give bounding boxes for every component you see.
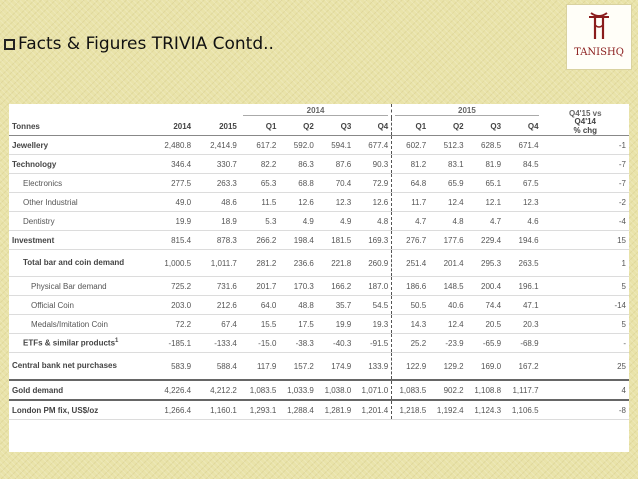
table-cell: 81.9 bbox=[467, 155, 504, 174]
row-label: Other Industrial bbox=[9, 193, 146, 212]
table-cell: 19.9 bbox=[146, 212, 194, 231]
table-cell: 64.8 bbox=[392, 174, 429, 193]
header-row-columns bbox=[9, 118, 629, 136]
table-cell: 221.8 bbox=[317, 250, 354, 277]
table-cell: 1,117.7 bbox=[504, 380, 541, 400]
table-row bbox=[9, 231, 629, 250]
table-cell: 346.4 bbox=[146, 155, 194, 174]
column-header: Q2 bbox=[429, 118, 466, 136]
table-cell: 72.2 bbox=[146, 315, 194, 334]
table-cell: 1,160.1 bbox=[194, 400, 240, 420]
table-cell: 263.5 bbox=[504, 250, 541, 277]
table-cell: 19.9 bbox=[317, 315, 354, 334]
table-cell: -185.1 bbox=[146, 334, 194, 353]
table-cell: 592.0 bbox=[279, 136, 316, 155]
table-cell: 4.6 bbox=[504, 212, 541, 231]
slide-title bbox=[4, 34, 274, 54]
table-cell: 65.3 bbox=[240, 174, 280, 193]
table-cell: -23.9 bbox=[429, 334, 466, 353]
table-cell: 236.6 bbox=[279, 250, 316, 277]
table-cell: -40.3 bbox=[317, 334, 354, 353]
table-row bbox=[9, 250, 629, 277]
table-cell: 48.6 bbox=[194, 193, 240, 212]
change-header-line1: Q4'15 vs bbox=[568, 109, 602, 118]
table-cell: 201.4 bbox=[429, 250, 466, 277]
table-row bbox=[9, 193, 629, 212]
table-cell: 1,288.4 bbox=[279, 400, 316, 420]
table-cell: 19.3 bbox=[354, 315, 391, 334]
column-header: 2014 bbox=[146, 118, 194, 136]
table-cell: -91.5 bbox=[354, 334, 391, 353]
table-cell: 196.1 bbox=[504, 277, 541, 296]
table-cell: 170.3 bbox=[279, 277, 316, 296]
table-cell: 186.6 bbox=[392, 277, 429, 296]
table-cell: -15.0 bbox=[240, 334, 280, 353]
table-cell: 671.4 bbox=[504, 136, 541, 155]
table-cell: 281.2 bbox=[240, 250, 280, 277]
column-header: Q4 bbox=[354, 118, 391, 136]
table-cell: 48.8 bbox=[279, 296, 316, 315]
table-cell: 64.0 bbox=[240, 296, 280, 315]
table-cell: 815.4 bbox=[146, 231, 194, 250]
table-cell: 65.9 bbox=[429, 174, 466, 193]
table-cell: -2 bbox=[542, 193, 629, 212]
table-cell: 263.3 bbox=[194, 174, 240, 193]
table-cell: 677.4 bbox=[354, 136, 391, 155]
column-header: Q2 bbox=[279, 118, 316, 136]
table-cell: 54.5 bbox=[354, 296, 391, 315]
table-cell: 1,266.4 bbox=[146, 400, 194, 420]
table-cell: 35.7 bbox=[317, 296, 354, 315]
table-cell: 2,414.9 bbox=[194, 136, 240, 155]
table-cell: 512.3 bbox=[429, 136, 466, 155]
table-row bbox=[9, 136, 629, 155]
table-cell: -8 bbox=[542, 400, 629, 420]
table-cell: 1,106.5 bbox=[504, 400, 541, 420]
table-cell: 602.7 bbox=[392, 136, 429, 155]
table-cell: 50.5 bbox=[392, 296, 429, 315]
table-cell: 194.6 bbox=[504, 231, 541, 250]
table-cell: 174.9 bbox=[317, 353, 354, 381]
table-cell: 4 bbox=[542, 380, 629, 400]
table-cell: 4.8 bbox=[354, 212, 391, 231]
table-cell: -14 bbox=[542, 296, 629, 315]
footnote-marker: 1 bbox=[115, 338, 119, 345]
table-cell: -38.3 bbox=[279, 334, 316, 353]
table-cell: 1,083.5 bbox=[392, 380, 429, 400]
column-header: Q3 bbox=[317, 118, 354, 136]
table-cell: 74.4 bbox=[467, 296, 504, 315]
table-cell: 878.3 bbox=[194, 231, 240, 250]
table-cell: 82.2 bbox=[240, 155, 280, 174]
table-cell: 1,011.7 bbox=[194, 250, 240, 277]
table-cell: 5 bbox=[542, 277, 629, 296]
table-cell: 260.9 bbox=[354, 250, 391, 277]
table-cell: -7 bbox=[542, 174, 629, 193]
year-group-2014: 2014 bbox=[243, 106, 388, 116]
table-cell: 67.5 bbox=[504, 174, 541, 193]
table-cell: 1,201.4 bbox=[354, 400, 391, 420]
table-cell: 1,218.5 bbox=[392, 400, 429, 420]
table-cell: 65.1 bbox=[467, 174, 504, 193]
table-cell: 5.3 bbox=[240, 212, 280, 231]
table-cell: 617.2 bbox=[240, 136, 280, 155]
table-cell: 1,192.4 bbox=[429, 400, 466, 420]
table-cell: 1,281.9 bbox=[317, 400, 354, 420]
header-row-years bbox=[9, 104, 629, 118]
table-cell: 1 bbox=[542, 250, 629, 277]
table-cell: 20.5 bbox=[467, 315, 504, 334]
table-cell: -4 bbox=[542, 212, 629, 231]
table-cell: 12.4 bbox=[429, 315, 466, 334]
table-cell: 187.0 bbox=[354, 277, 391, 296]
table-cell: 166.2 bbox=[317, 277, 354, 296]
table-cell: 117.9 bbox=[240, 353, 280, 381]
row-label: Medals/Imitation Coin bbox=[9, 315, 146, 334]
table-cell: 4,226.4 bbox=[146, 380, 194, 400]
table-row bbox=[9, 212, 629, 231]
table-cell: 5 bbox=[542, 315, 629, 334]
table-cell: 277.5 bbox=[146, 174, 194, 193]
table-cell: 1,293.1 bbox=[240, 400, 280, 420]
table-cell: 583.9 bbox=[146, 353, 194, 381]
table-cell: 4.9 bbox=[279, 212, 316, 231]
table-cell: 1,000.5 bbox=[146, 250, 194, 277]
table-row bbox=[9, 277, 629, 296]
table-cell: 129.2 bbox=[429, 353, 466, 381]
table-cell: 12.3 bbox=[504, 193, 541, 212]
table-cell: -65.9 bbox=[467, 334, 504, 353]
table-cell: 15 bbox=[542, 231, 629, 250]
table-cell: 1,033.9 bbox=[279, 380, 316, 400]
table-row bbox=[9, 296, 629, 315]
slide-title-text: Facts & Figures TRIVIA Contd.. bbox=[18, 34, 274, 54]
column-header: Q1 bbox=[240, 118, 280, 136]
table-cell: 14.3 bbox=[392, 315, 429, 334]
table-cell: 4.9 bbox=[317, 212, 354, 231]
table-row bbox=[9, 334, 629, 353]
table-cell: -68.9 bbox=[504, 334, 541, 353]
table-cell: 87.6 bbox=[317, 155, 354, 174]
table-cell: 67.4 bbox=[194, 315, 240, 334]
column-header: 2015 bbox=[194, 118, 240, 136]
row-label: Central bank net purchases bbox=[9, 353, 146, 381]
table-cell: 15.5 bbox=[240, 315, 280, 334]
table-cell: 167.2 bbox=[504, 353, 541, 381]
table-cell: 81.2 bbox=[392, 155, 429, 174]
table-cell: 148.5 bbox=[429, 277, 466, 296]
gold-demand-table bbox=[9, 104, 629, 420]
table-cell: 20.3 bbox=[504, 315, 541, 334]
table-cell: 68.8 bbox=[279, 174, 316, 193]
table-cell: 902.2 bbox=[429, 380, 466, 400]
table-cell: 1,124.3 bbox=[467, 400, 504, 420]
table-cell: 181.5 bbox=[317, 231, 354, 250]
table-row bbox=[9, 400, 629, 420]
table-cell: 70.4 bbox=[317, 174, 354, 193]
logo-wordmark: TANISHQ bbox=[574, 47, 624, 58]
table-row bbox=[9, 353, 629, 381]
table-cell: - bbox=[542, 334, 629, 353]
table-cell: 133.9 bbox=[354, 353, 391, 381]
row-label: Physical Bar demand bbox=[9, 277, 146, 296]
row-label: London PM fix, US$/oz bbox=[9, 400, 146, 420]
change-header-line2: Q4'14 bbox=[574, 118, 597, 126]
table-cell: 11.5 bbox=[240, 193, 280, 212]
table-cell: 47.1 bbox=[504, 296, 541, 315]
table-cell: 628.5 bbox=[467, 136, 504, 155]
table-cell: 86.3 bbox=[279, 155, 316, 174]
row-label: Total bar and coin demand bbox=[9, 250, 146, 277]
table-cell: 40.6 bbox=[429, 296, 466, 315]
table-cell: 4.8 bbox=[429, 212, 466, 231]
table-cell: 49.0 bbox=[146, 193, 194, 212]
table-cell: 1,071.0 bbox=[354, 380, 391, 400]
table-cell: 17.5 bbox=[279, 315, 316, 334]
checkbox-bullet-icon bbox=[4, 39, 15, 50]
table-cell: 276.7 bbox=[392, 231, 429, 250]
table-row bbox=[9, 174, 629, 193]
table-cell: 2,480.8 bbox=[146, 136, 194, 155]
table-cell: 4,212.2 bbox=[194, 380, 240, 400]
table-cell: 18.9 bbox=[194, 212, 240, 231]
tanishq-logo bbox=[566, 4, 632, 70]
table-cell: 157.2 bbox=[279, 353, 316, 381]
table-cell: 11.7 bbox=[392, 193, 429, 212]
row-label: Electronics bbox=[9, 174, 146, 193]
table-row bbox=[9, 315, 629, 334]
table-cell: 12.6 bbox=[354, 193, 391, 212]
table-cell: 212.6 bbox=[194, 296, 240, 315]
row-label: Jewellery bbox=[9, 136, 146, 155]
row-label: Technology bbox=[9, 155, 146, 174]
column-header: Q4 bbox=[504, 118, 541, 136]
table-cell: 25 bbox=[542, 353, 629, 381]
row-label: Investment bbox=[9, 231, 146, 250]
table-cell: 25.2 bbox=[392, 334, 429, 353]
table-cell: 330.7 bbox=[194, 155, 240, 174]
table-cell: -1 bbox=[542, 136, 629, 155]
table-cell: 1,083.5 bbox=[240, 380, 280, 400]
table-cell: 1,108.8 bbox=[467, 380, 504, 400]
table-cell: 201.7 bbox=[240, 277, 280, 296]
table-cell: -133.4 bbox=[194, 334, 240, 353]
year-group-2015: 2015 bbox=[395, 106, 538, 116]
tanishq-logo-mark-icon bbox=[567, 5, 631, 69]
table-cell: 90.3 bbox=[354, 155, 391, 174]
table-row bbox=[9, 380, 629, 400]
table-cell: 12.4 bbox=[429, 193, 466, 212]
column-header: Q3 bbox=[467, 118, 504, 136]
table-cell: -7 bbox=[542, 155, 629, 174]
table-cell: 12.6 bbox=[279, 193, 316, 212]
table-row bbox=[9, 155, 629, 174]
table-cell: 588.4 bbox=[194, 353, 240, 381]
table-cell: 594.1 bbox=[317, 136, 354, 155]
gold-demand-table-panel bbox=[9, 104, 629, 452]
corner-label: Tonnes bbox=[9, 118, 146, 136]
table-cell: 12.3 bbox=[317, 193, 354, 212]
row-label: Dentistry bbox=[9, 212, 146, 231]
table-cell: 169.0 bbox=[467, 353, 504, 381]
table-cell: 72.9 bbox=[354, 174, 391, 193]
table-cell: 4.7 bbox=[467, 212, 504, 231]
row-label: Official Coin bbox=[9, 296, 146, 315]
row-label: ETFs & similar products$^1$ bbox=[9, 334, 146, 353]
table-cell: 731.6 bbox=[194, 277, 240, 296]
column-header: % chg bbox=[573, 126, 598, 135]
table-cell: 295.3 bbox=[467, 250, 504, 277]
table-cell: 169.3 bbox=[354, 231, 391, 250]
table-cell: 177.6 bbox=[429, 231, 466, 250]
table-cell: 229.4 bbox=[467, 231, 504, 250]
table-cell: 251.4 bbox=[392, 250, 429, 277]
table-cell: 84.5 bbox=[504, 155, 541, 174]
row-label: Gold demand bbox=[9, 380, 146, 400]
column-header: Q1 bbox=[392, 118, 429, 136]
table-cell: 200.4 bbox=[467, 277, 504, 296]
table-cell: 1,038.0 bbox=[317, 380, 354, 400]
table-cell: 198.4 bbox=[279, 231, 316, 250]
table-cell: 203.0 bbox=[146, 296, 194, 315]
table-cell: 12.1 bbox=[467, 193, 504, 212]
table-cell: 4.7 bbox=[392, 212, 429, 231]
table-cell: 266.2 bbox=[240, 231, 280, 250]
table-cell: 83.1 bbox=[429, 155, 466, 174]
table-cell: 725.2 bbox=[146, 277, 194, 296]
table-cell: 122.9 bbox=[392, 353, 429, 381]
